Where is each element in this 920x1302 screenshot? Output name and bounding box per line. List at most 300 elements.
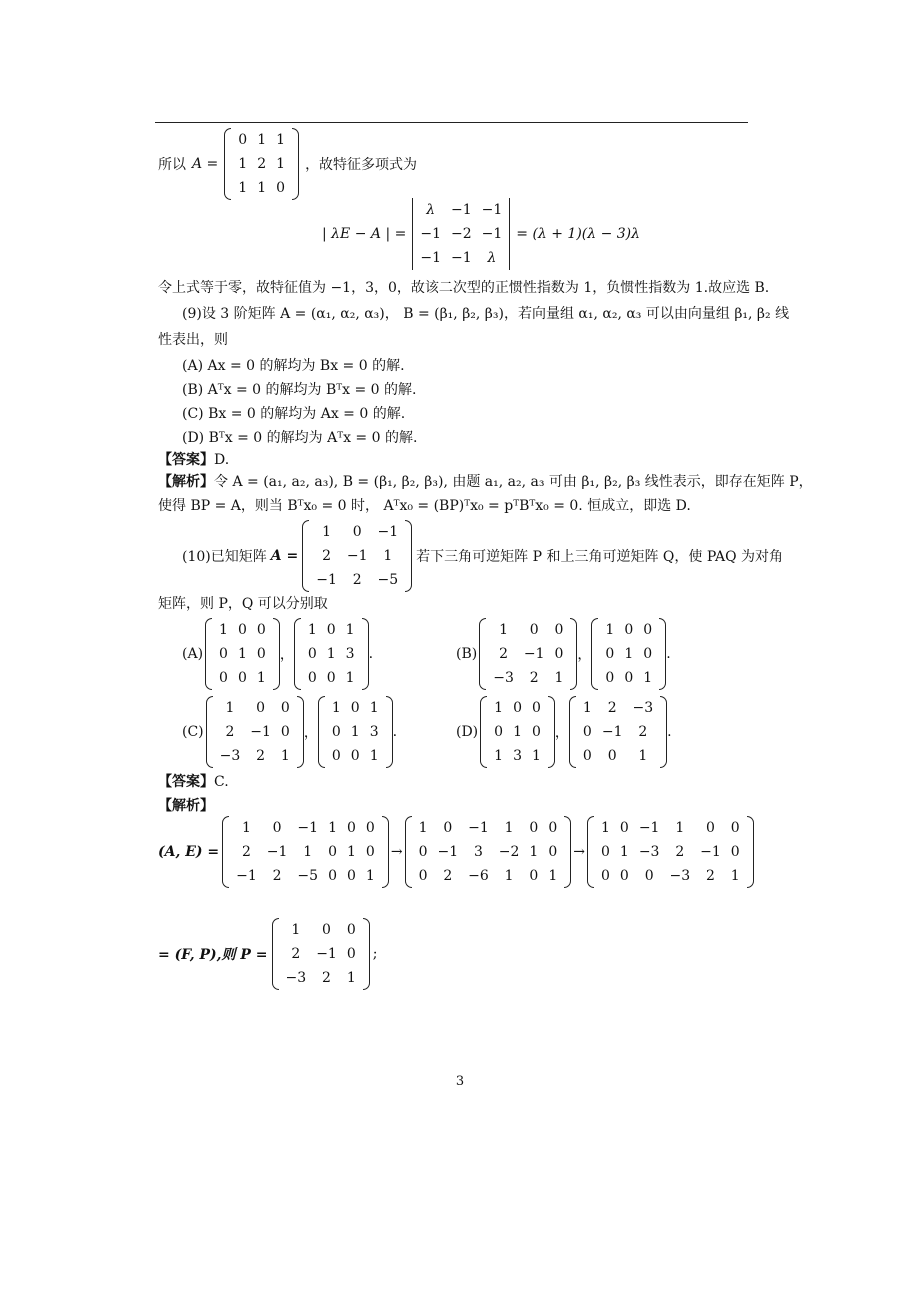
matrix-row	[489, 720, 546, 744]
matrix-row	[596, 864, 745, 888]
matrix-cell: −1	[468, 820, 489, 836]
right-bracket	[363, 918, 370, 990]
q9-analysis-2: 使得 BP = A，则当 Bᵀx₀ = 0 时， Aᵀx₀ = (BP)ᵀx₀ = pᵀBᵀx₀ = 0. 恒成立，即选 D.	[158, 498, 691, 514]
matrix-cell: 2	[443, 868, 453, 884]
intro-lhs: A =	[192, 156, 219, 172]
matrix-cell: 2	[529, 670, 539, 686]
matrix-grid	[414, 816, 563, 888]
matrix-cell: 0	[326, 622, 336, 638]
matrix-cell: 1	[237, 646, 247, 662]
left-bracket	[587, 816, 594, 888]
matrix-grid	[215, 696, 295, 768]
option-label: (B)	[456, 646, 478, 662]
matrix-cell: −1	[523, 646, 545, 662]
matrix-cell: 1	[350, 724, 360, 740]
matrix-row	[214, 642, 271, 666]
q9-line2: 性表出，则	[158, 332, 228, 348]
matrix-grid	[327, 696, 384, 768]
matrix-cell: 0	[582, 724, 592, 740]
matrix-cell: 1	[624, 646, 634, 662]
matrix-cell: 0	[643, 622, 653, 638]
option-label: (A)	[182, 646, 204, 662]
matrix-cell: 1	[554, 670, 564, 686]
left-bracket	[206, 696, 213, 768]
q9-option-c: (C) Bx = 0 的解均为 Ax = 0 的解.	[182, 406, 406, 422]
matrix-cell: 0	[350, 748, 360, 764]
matrix-cell: 1	[242, 820, 251, 836]
arrow-2: →	[573, 844, 585, 860]
matrix-cell: 0	[730, 820, 740, 836]
matrix-cell: 0	[513, 700, 522, 716]
matrix-cell: −1	[481, 226, 503, 242]
option-separator: ，	[577, 647, 592, 663]
q9-answer-label: 【答案】	[158, 452, 214, 468]
matrix-cell: 0	[219, 670, 228, 686]
matrix-cell: 0	[328, 844, 337, 860]
matrix-cell: −1	[451, 250, 472, 266]
matrix-cell: 0	[644, 868, 654, 884]
left-bracket	[224, 128, 231, 200]
matrix-row	[596, 816, 745, 840]
matrix-grid	[600, 618, 657, 690]
matrix-cell: 0	[532, 700, 541, 716]
left-bracket	[272, 918, 279, 990]
option-matrix-p	[206, 696, 304, 768]
right-bracket	[386, 696, 393, 768]
matrix-cell: −1	[481, 202, 503, 218]
option-separator: ，	[303, 725, 318, 741]
matrix-cell: 0	[280, 700, 290, 716]
matrix-row	[215, 744, 295, 768]
matrix-cell: 2	[322, 548, 331, 564]
matrix-row	[578, 696, 658, 720]
matrix-cell: 0	[494, 724, 504, 740]
matrix-cell: 1	[322, 524, 331, 540]
left-bracket	[205, 618, 212, 690]
matrix-cell: 1	[219, 622, 228, 638]
matrix-cell: 0	[619, 868, 629, 884]
matrix-row	[215, 720, 295, 744]
q9-analysis-label: 【解析】	[158, 474, 214, 490]
matrix-row	[281, 918, 361, 942]
matrix-cell: 1	[238, 156, 248, 172]
left-bracket	[222, 816, 229, 888]
left-bracket	[591, 618, 598, 690]
option-label: (C)	[182, 724, 204, 740]
matrix-cell: 2	[242, 844, 251, 860]
matrix-cell: −1	[638, 820, 660, 836]
matrix-p-result	[272, 918, 370, 990]
option-matrix-q	[569, 696, 667, 768]
matrix-cell: −1	[377, 524, 399, 540]
matrix-row	[303, 642, 360, 666]
option-end: .	[368, 646, 374, 662]
right-bracket	[660, 696, 667, 768]
matrix-cell: 1	[345, 670, 355, 686]
matrix-cell: 3	[513, 748, 522, 764]
matrix-row	[488, 618, 568, 642]
matrix-cell: −2	[451, 226, 472, 242]
matrix-cell: 1	[328, 820, 337, 836]
matrix-row	[214, 666, 271, 690]
matrix-row	[415, 246, 507, 270]
matrix-cell: 1	[276, 132, 286, 148]
matrix-row	[233, 152, 290, 176]
matrix-grid	[281, 918, 361, 990]
page-number: 3	[455, 1074, 465, 1089]
matrix-cell: 1	[276, 156, 286, 172]
matrix-cell: 0	[352, 524, 362, 540]
matrix-cell: 0	[554, 646, 564, 662]
fp-line	[158, 918, 377, 990]
q10-analysis-label: 【解析】	[158, 798, 214, 814]
matrix-cell: 2	[675, 844, 685, 860]
matrix-cell: 2	[272, 868, 282, 884]
matrix-cell: 1	[238, 180, 248, 196]
matrix-cell: 0	[607, 748, 617, 764]
matrix-grid	[233, 128, 290, 200]
option-separator: ，	[279, 647, 294, 663]
row-reduction	[158, 816, 754, 888]
matrix-cell: 1	[346, 844, 356, 860]
q10-lhs: A =	[270, 548, 299, 564]
matrix-cell: 2	[225, 724, 235, 740]
matrix-cell: 0	[256, 622, 266, 638]
matrix-cell: 0	[237, 670, 247, 686]
right-bracket	[297, 696, 304, 768]
charpoly-lhs: | λE − A | =	[322, 226, 407, 242]
q9-analysis-1	[158, 472, 813, 492]
matrix-row	[215, 696, 295, 720]
matrix-cell: 0	[346, 946, 356, 962]
matrix-row	[596, 840, 745, 864]
matrix-row	[233, 176, 290, 200]
matrix-cell: 0	[600, 844, 610, 860]
matrix-cell: 1	[369, 700, 379, 716]
matrix-cell: 1	[303, 844, 313, 860]
matrix-cell: 2	[499, 646, 508, 662]
matrix-row	[311, 568, 403, 592]
matrix-cell: 0	[605, 646, 615, 662]
matrix-cell: 0	[322, 922, 331, 938]
matrix-cell: λ	[487, 250, 497, 266]
matrix-cell: 3	[369, 724, 379, 740]
matrix-cell: 0	[276, 180, 286, 196]
q9-answer	[158, 450, 229, 470]
matrix-cell: 2	[291, 946, 301, 962]
matrix-row	[311, 544, 403, 568]
matrix-cell: 0	[365, 820, 375, 836]
matrix-cell: 1	[513, 724, 522, 740]
matrix-cell: 1	[280, 748, 290, 764]
matrix-cell: 3	[473, 844, 483, 860]
matrix-cell: 0	[605, 670, 615, 686]
matrix-cell: 1	[257, 132, 267, 148]
matrix-step-2	[405, 816, 572, 888]
matrix-row	[414, 840, 563, 864]
matrix-cell: 2	[607, 700, 617, 716]
matrix-cell: 2	[256, 748, 266, 764]
matrix-cell: 0	[331, 748, 341, 764]
matrix-row	[600, 642, 657, 666]
matrix-cell: 0	[582, 748, 592, 764]
matrix-cell: −1	[236, 868, 257, 884]
left-bracket	[294, 618, 301, 690]
left-bracket	[569, 696, 576, 768]
matrix-grid	[489, 696, 546, 768]
option-matrix-p	[479, 618, 577, 690]
matrix-cell: −1	[297, 820, 319, 836]
matrix-cell: −1	[420, 226, 441, 242]
matrix-cell: −3	[632, 700, 654, 716]
matrix-cell: 0	[328, 868, 337, 884]
matrix-row	[233, 128, 290, 152]
matrix-cell: 1	[638, 748, 648, 764]
arrow-1: →	[390, 844, 403, 860]
matrix-cell: 0	[548, 844, 558, 860]
right-bracket	[362, 618, 369, 690]
matrix-cell: 1	[582, 700, 592, 716]
header-rule	[155, 122, 748, 123]
matrix-cell: 0	[554, 622, 564, 638]
matrix-step-3	[587, 816, 754, 888]
matrix-cell: −3	[285, 970, 307, 986]
matrix-row	[578, 744, 658, 768]
matrix-row	[489, 696, 546, 720]
matrix-row	[414, 864, 563, 888]
option-label: (D)	[456, 724, 479, 740]
matrix-cell: 3	[345, 646, 355, 662]
matrix-cell: 1	[675, 820, 685, 836]
matrix-row	[327, 696, 384, 720]
matrix-cell: 0	[418, 844, 428, 860]
determinant	[410, 198, 512, 270]
matrix-cell: 1	[529, 844, 539, 860]
matrix-row	[488, 642, 568, 666]
right-bracket	[548, 696, 555, 768]
matrix-cell: 2	[257, 156, 267, 172]
matrix-cell: 1	[307, 622, 317, 638]
matrix-cell: 0	[418, 868, 428, 884]
matrix-row	[214, 618, 271, 642]
matrix-cell: −1	[266, 844, 288, 860]
matrix-cell: 2	[322, 970, 331, 986]
matrix-cell: 0	[307, 670, 317, 686]
matrix-grid	[488, 618, 568, 690]
option-matrix-q	[591, 618, 666, 690]
matrix-cell: 0	[624, 622, 634, 638]
q10-answer-value: C.	[214, 774, 229, 790]
matrix-row	[415, 222, 507, 246]
q10-prefix: (10)已知矩阵	[182, 549, 267, 565]
matrix-grid	[214, 618, 271, 690]
left-bracket	[302, 520, 309, 592]
matrix-cell: 0	[548, 820, 558, 836]
q9-analysis-text-1: 令 A = (a₁, a₂, a₃), B = (β₁, β₂, β₃), 由题 a₁, a₂, a₃ 可由 β₁, β₂, β₃ 线性表示，即存在矩阵 P，	[214, 474, 813, 490]
q9-option-a: (A) Ax = 0 的解均为 Bx = 0 的解.	[182, 358, 405, 374]
matrix-cell: −1	[250, 724, 271, 740]
option-end: .	[667, 724, 672, 740]
matrix-cell: −2	[498, 844, 520, 860]
fp-end: ;	[372, 946, 378, 962]
matrix-cell: 2	[705, 868, 715, 884]
left-bracket	[480, 696, 487, 768]
option-matrix-q	[294, 618, 369, 690]
matrix-cell: 0	[280, 724, 290, 740]
q10-answer-label: 【答案】	[158, 774, 214, 790]
right-bracket	[509, 198, 512, 270]
matrix-cell: −1	[316, 572, 337, 588]
right-bracket	[273, 618, 280, 690]
matrix-cell: 1	[600, 820, 610, 836]
matrix-cell: −1	[451, 202, 472, 218]
fp-lhs: = (F, P),则 P =	[158, 947, 268, 963]
right-bracket	[382, 816, 389, 888]
intro-suffix: ，故特征多项式为	[305, 157, 418, 173]
matrix-cell: 0	[326, 670, 336, 686]
matrix-cell: 1	[504, 868, 514, 884]
matrix-grid	[303, 618, 360, 690]
matrix-cell: 0	[219, 646, 228, 662]
matrix-cell: 0	[529, 622, 539, 638]
matrix-cell: 0	[624, 670, 634, 686]
right-bracket	[292, 128, 299, 200]
matrix-cell: 2	[352, 572, 362, 588]
matrix-cell: −6	[468, 868, 489, 884]
matrix-row	[303, 618, 360, 642]
matrix-cell: 1	[326, 646, 336, 662]
matrix-cell: 1	[225, 700, 235, 716]
matrix-grid	[415, 198, 507, 270]
matrix-cell: 0	[237, 622, 247, 638]
matrix-cell: 0	[256, 700, 266, 716]
matrix-row	[578, 720, 658, 744]
option-matrix-q	[318, 696, 393, 768]
q10-option-a	[182, 618, 373, 690]
matrix-cell: 0	[272, 820, 282, 836]
right-bracket	[405, 520, 412, 592]
q9-option-b: (B) Aᵀx = 0 的解均为 Bᵀx = 0 的解.	[182, 382, 417, 398]
matrix-cell: 1	[619, 844, 629, 860]
q10-line2: 矩阵，则 P，Q 可以分别取	[158, 596, 328, 612]
intro-line	[158, 128, 417, 200]
matrix-cell: 0	[643, 646, 653, 662]
matrix-row	[488, 666, 568, 690]
q10-answer	[158, 772, 229, 792]
matrix-a-intro	[224, 128, 299, 200]
matrix-grid	[596, 816, 745, 888]
right-bracket	[659, 618, 666, 690]
matrix-cell: 0	[529, 820, 539, 836]
matrix-cell: 1	[331, 700, 341, 716]
right-bracket	[564, 816, 571, 888]
charpoly-line	[322, 198, 640, 270]
matrix-cell: λ	[426, 202, 436, 218]
q10-option-b	[456, 618, 671, 690]
matrix-cell: 1	[365, 868, 375, 884]
matrix-cell: 1	[257, 180, 267, 196]
matrix-cell: 0	[346, 868, 356, 884]
matrix-cell: −1	[420, 250, 441, 266]
q10-line1	[182, 520, 783, 592]
matrix-cell: 0	[331, 724, 341, 740]
matrix-cell: 1	[345, 622, 355, 638]
matrix-row	[281, 942, 361, 966]
matrix-cell: 0	[346, 820, 356, 836]
matrix-cell: 0	[532, 724, 541, 740]
matrix-cell: −3	[219, 748, 241, 764]
matrix-cell: 1	[383, 548, 393, 564]
matrix-cell: 0	[600, 868, 610, 884]
matrix-cell: 0	[365, 844, 375, 860]
matrix-cell: 1	[291, 922, 301, 938]
left-bracket	[405, 816, 412, 888]
matrix-cell: 1	[730, 868, 740, 884]
matrix-row	[489, 744, 546, 768]
matrix-cell: −1	[437, 844, 459, 860]
matrix-cell: 1	[256, 670, 266, 686]
matrix-cell: 0	[705, 820, 715, 836]
q10-analysis-heading	[158, 796, 214, 816]
right-bracket	[747, 816, 754, 888]
q9-line1: (9)设 3 阶矩阵 A = (α₁, α₂, α₃)， B = (β₁, β₂, β₃)，若向量组 α₁, α₂, α₃ 可以由向量组 β₁, β₂ 线	[182, 306, 790, 322]
matrix-cell: −1	[346, 548, 368, 564]
matrix-cell: 1	[504, 820, 514, 836]
q9-option-d: (D) Bᵀx = 0 的解均为 Aᵀx = 0 的解.	[182, 430, 418, 446]
q10-option-c	[182, 696, 397, 768]
matrix-cell: 0	[307, 646, 317, 662]
matrix-cell: −5	[297, 868, 319, 884]
matrix-cell: 0	[619, 820, 629, 836]
matrix-cell: 1	[548, 868, 558, 884]
matrix-cell: 0	[350, 700, 360, 716]
matrix-cell: 1	[494, 748, 504, 764]
matrix-row	[600, 666, 657, 690]
left-bracket	[318, 696, 325, 768]
matrix-cell: −1	[700, 844, 721, 860]
matrix-cell: 0	[443, 820, 453, 836]
matrix-cell: 0	[346, 922, 356, 938]
matrix-ae	[222, 816, 389, 888]
matrix-cell: 1	[369, 748, 379, 764]
matrix-cell: 0	[529, 868, 539, 884]
matrix-row	[231, 816, 380, 840]
ae-lhs: (A, E) =	[158, 844, 220, 860]
matrix-row	[327, 744, 384, 768]
matrix-cell: −5	[377, 572, 399, 588]
left-bracket	[410, 198, 413, 270]
matrix-cell: −1	[316, 946, 337, 962]
right-bracket	[570, 618, 577, 690]
q9-answer-value: D.	[214, 452, 230, 468]
matrix-grid	[578, 696, 658, 768]
option-end: .	[392, 724, 398, 740]
matrix-cell: −3	[493, 670, 514, 686]
matrix-row	[327, 720, 384, 744]
matrix-row	[415, 198, 507, 222]
matrix-cell: 1	[499, 622, 508, 638]
matrix-cell: −1	[601, 724, 623, 740]
matrix-row	[600, 618, 657, 642]
intro-prefix: 所以	[158, 157, 186, 173]
matrix-cell: 1	[494, 700, 504, 716]
matrix-row	[311, 520, 403, 544]
matrix-cell: 0	[730, 844, 740, 860]
matrix-cell: 2	[638, 724, 648, 740]
matrix-cell: 1	[643, 670, 653, 686]
matrix-row	[231, 864, 380, 888]
matrix-row	[281, 966, 361, 990]
